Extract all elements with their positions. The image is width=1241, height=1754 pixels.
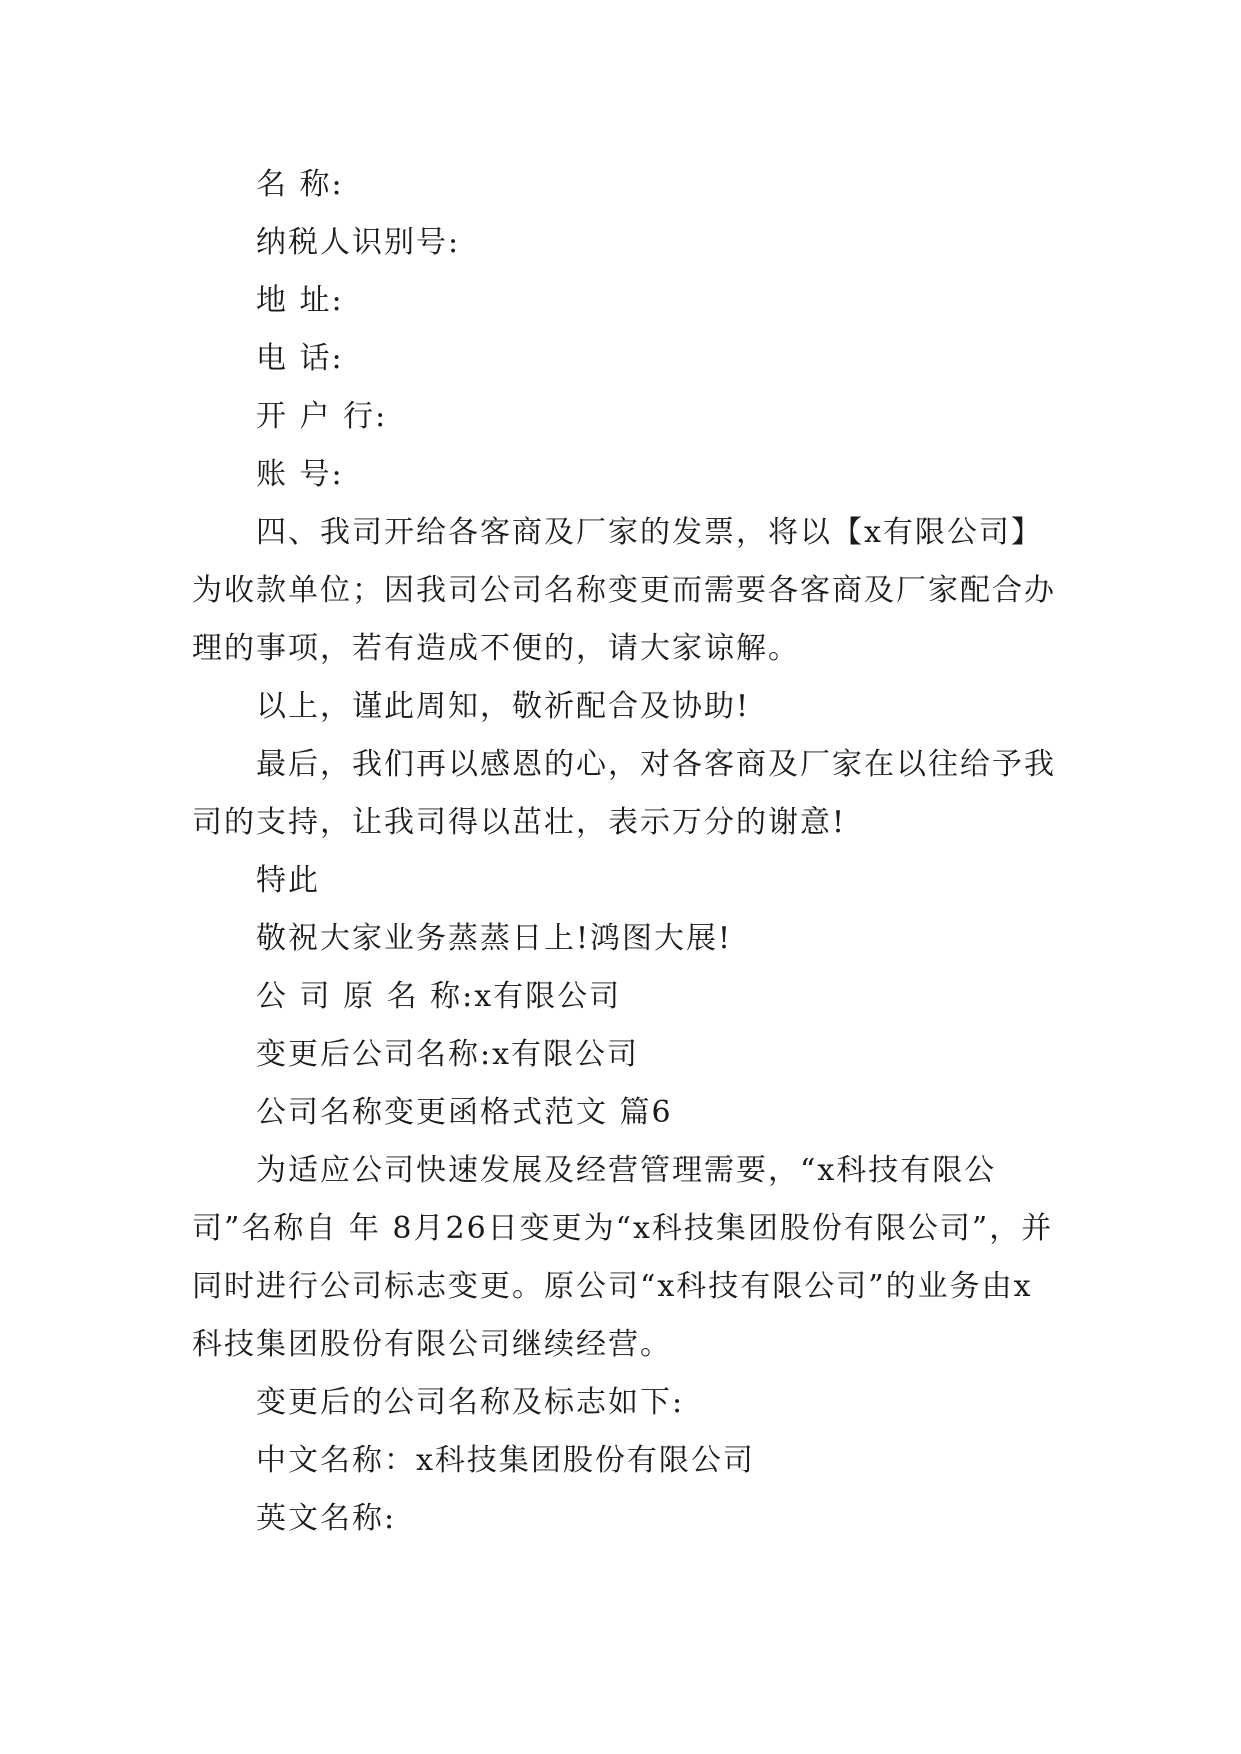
paragraph-closing: 特此 bbox=[256, 863, 320, 898]
paragraph-invoice-notice: 四、我司开给各客商及厂家的发票，将以【x有限公司】为收款单位；因我司公司名称变更而需要各客商及厂家配合办理的事项，若有造成不便的，请大家谅解。 bbox=[192, 515, 1056, 666]
paragraph-thanks: 最后，我们再以感恩的心，对各客商及厂家在以往给予我司的支持，让我司得以茁壮，表示万分的谢意! bbox=[192, 747, 1056, 840]
field-bank: 开 户 行: bbox=[256, 399, 388, 434]
field-taxpayer-id: 纳税人识别号: bbox=[256, 225, 461, 260]
document-body bbox=[192, 156, 1062, 1548]
field-chinese-name: 中文名称：x科技集团股份有限公司 bbox=[256, 1443, 755, 1478]
field-original-name: 公 司 原 名 称:x有限公司 bbox=[256, 979, 622, 1014]
field-new-name: 变更后公司名称:x有限公司 bbox=[256, 1037, 640, 1072]
field-account: 账 号: bbox=[256, 457, 344, 492]
section-heading: 公司名称变更函格式范文 篇6 bbox=[256, 1095, 673, 1130]
field-name: 名 称: bbox=[256, 167, 344, 202]
paragraph-wishes: 敬祝大家业务蒸蒸日上!鸿图大展! bbox=[256, 921, 733, 956]
field-phone: 电 话: bbox=[256, 341, 344, 376]
field-address: 地 址: bbox=[256, 283, 344, 318]
paragraph-intro-list: 变更后的公司名称及标志如下: bbox=[256, 1385, 685, 1420]
paragraph-notice: 以上，谨此周知，敬祈配合及协助! bbox=[256, 689, 751, 724]
paragraph-change-description: 为适应公司快速发展及经营管理需要，“x科技有限公司”名称自 年 8月26日变更为“x科技集团股份有限公司”，并同时进行公司标志变更。原公司“x科技有限公司”的业务由x科技集团股份有限公司继续经营。 bbox=[192, 1153, 1054, 1362]
field-english-name: 英文名称: bbox=[256, 1501, 397, 1536]
